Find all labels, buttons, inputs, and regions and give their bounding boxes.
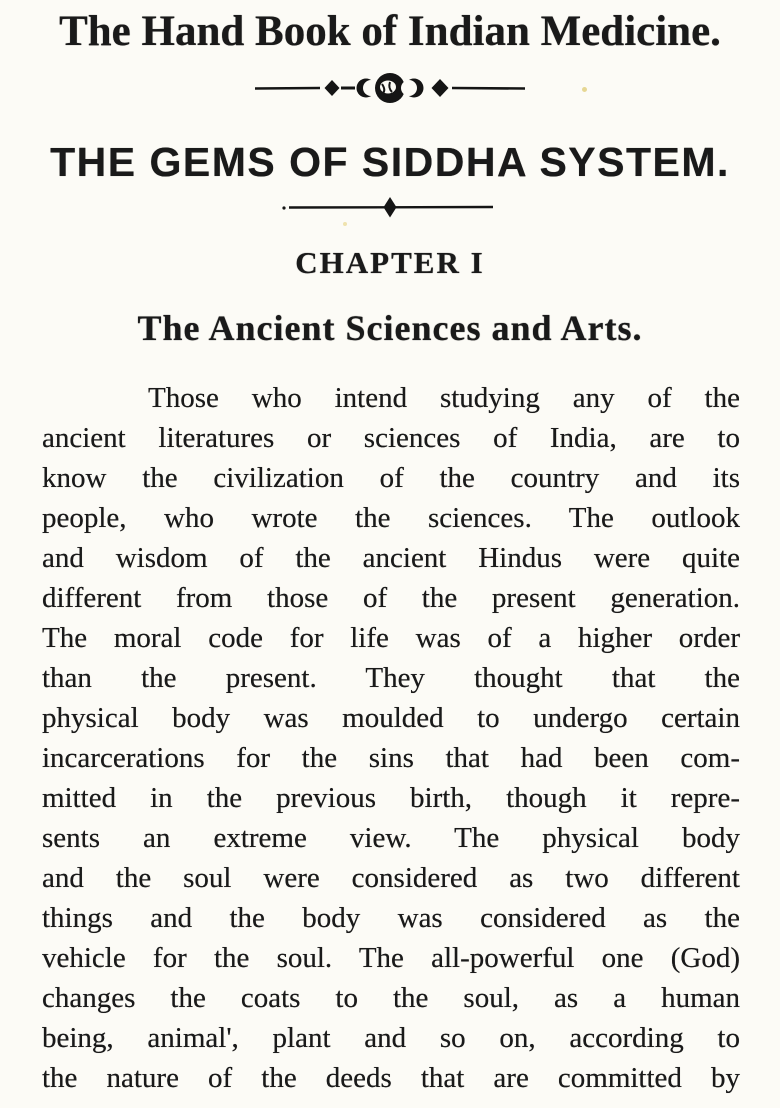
scan-speck: [582, 87, 587, 92]
body-line: The moral code for life was of a higher order: [42, 622, 740, 654]
body-line: people, who wrote the sciences. The outlook: [42, 502, 740, 534]
body-line: ancient literatures or sciences of India, are to: [42, 422, 740, 454]
body-line: things and the body was considered as the: [42, 902, 740, 934]
body-text-block: [42, 378, 740, 1098]
scan-speck: [343, 222, 347, 226]
body-line: being, animal', plant and so on, according to: [42, 1022, 740, 1054]
book-title: The Hand Book of Indian Medicine.: [59, 8, 721, 55]
body-line: changes the coats to the soul, as a human: [42, 982, 740, 1014]
chapter-heading: CHAPTER I: [295, 245, 485, 280]
body-line: mitted in the previous birth, though it repre-: [42, 782, 740, 814]
body-line: different from those of the present generation.: [42, 582, 740, 614]
section-heading: The Ancient Sciences and Arts.: [137, 308, 643, 348]
body-line: and the soul were considered as two different: [42, 862, 740, 894]
diamond-star-rule-ornament-icon: [281, 196, 499, 218]
body-line: know the civilization of the country and its: [42, 462, 740, 494]
body-line: and wisdom of the ancient Hindus were quite: [42, 542, 740, 574]
series-title: THE GEMS OF SIDDHA SYSTEM.: [50, 139, 730, 185]
body-line: incarcerations for the sins that had been com-: [42, 742, 740, 774]
body-line: than the present. They thought that the: [42, 662, 740, 694]
body-line: physical body was moulded to undergo certain: [42, 702, 740, 734]
body-line: Those who intend studying any of the: [148, 382, 740, 414]
body-line: vehicle for the soul. The all-powerful one (God): [42, 942, 740, 974]
crescents-globe-rule-ornament-icon: [254, 70, 526, 106]
body-line: sents an extreme view. The physical body: [42, 822, 740, 854]
body-line: the nature of the deeds that are committed by: [42, 1062, 740, 1094]
